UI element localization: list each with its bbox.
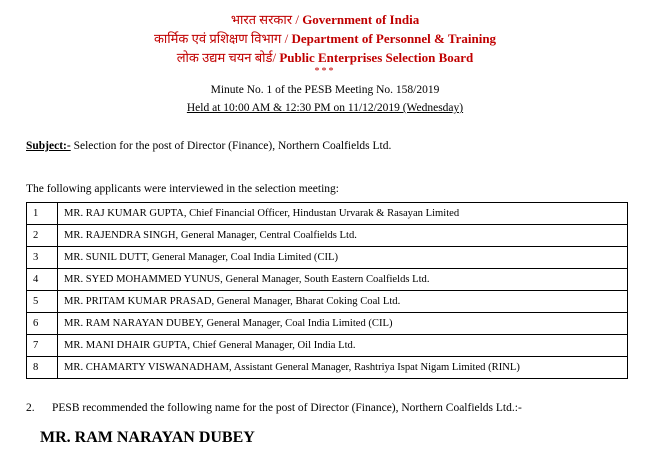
minute-block bbox=[0, 81, 650, 117]
applicant-number: 5 bbox=[27, 291, 58, 313]
letterhead-line-department bbox=[0, 29, 650, 48]
board-english: Public Enterprises Selection Board bbox=[279, 50, 474, 65]
meeting-time: Held at 10:00 AM & 12:30 PM on 11/12/2019 (Wednesday) bbox=[186, 102, 464, 114]
subject-text: Selection for the post of Director (Finance), Northern Coalfields Ltd. bbox=[70, 140, 392, 152]
applicant-details: MR. SYED MOHAMMED YUNUS, General Manager, South Eastern Coalfields Ltd. bbox=[58, 269, 628, 291]
table-row bbox=[27, 335, 628, 357]
subject-line bbox=[26, 140, 391, 152]
government-hindi: भारत सरकार / bbox=[230, 12, 303, 27]
applicant-details: MR. CHAMARTY VISWANADHAM, Assistant General Manager, Rashtriya Ispat Nigam Limited (RINL) bbox=[58, 357, 628, 379]
table-row bbox=[27, 291, 628, 313]
applicant-details: MR. RAJ KUMAR GUPTA, Chief Financial Officer, Hindustan Urvarak & Rasayan Limited bbox=[58, 203, 628, 225]
minute-title: Minute No. 1 of the PESB Meeting No. 158/2019 bbox=[210, 84, 440, 96]
applicant-number: 4 bbox=[27, 269, 58, 291]
table-row bbox=[27, 313, 628, 335]
recommendation-text: PESB recommended the following name for the post of Director (Finance), Northern Coalfields Ltd.:- bbox=[52, 402, 522, 414]
applicant-number: 2 bbox=[27, 225, 58, 247]
applicant-details: MR. PRITAM KUMAR PRASAD, General Manager, Bharat Coking Coal Ltd. bbox=[58, 291, 628, 313]
subject-label: Subject:- bbox=[26, 140, 71, 152]
board-hindi: लोक उद्यम चयन बोर्ड/ bbox=[176, 50, 280, 65]
applicants-table bbox=[26, 202, 628, 379]
applicant-number: 7 bbox=[27, 335, 58, 357]
government-english: Government of India bbox=[302, 12, 420, 27]
department-english: Department of Personnel & Training bbox=[291, 31, 497, 46]
applicant-details: MR. SUNIL DUTT, General Manager, Coal India Limited (CIL) bbox=[58, 247, 628, 269]
letterhead-line-board bbox=[0, 48, 650, 67]
letterhead-line-government bbox=[0, 10, 650, 29]
recommendation-paragraph bbox=[26, 402, 522, 414]
letterhead bbox=[0, 10, 650, 77]
applicant-details: MR. RAJENDRA SINGH, General Manager, Central Coalfields Ltd. bbox=[58, 225, 628, 247]
table-row bbox=[27, 269, 628, 291]
applicant-number: 3 bbox=[27, 247, 58, 269]
header-stars: *** bbox=[314, 66, 336, 77]
department-hindi: कार्मिक एवं प्रशिक्षण विभाग / bbox=[153, 31, 292, 46]
table-row bbox=[27, 225, 628, 247]
applicant-number: 8 bbox=[27, 357, 58, 379]
applicants-intro: The following applicants were interviewed in the selection meeting: bbox=[26, 183, 339, 195]
applicant-number: 1 bbox=[27, 203, 58, 225]
paragraph-number: 2. bbox=[26, 402, 35, 414]
selected-candidate-name: MR. RAM NARAYAN DUBEY bbox=[40, 429, 255, 446]
applicant-details: MR. MANI DHAIR GUPTA, Chief General Manager, Oil India Ltd. bbox=[58, 335, 628, 357]
table-row bbox=[27, 247, 628, 269]
applicant-details: MR. RAM NARAYAN DUBEY, General Manager, Coal India Limited (CIL) bbox=[58, 313, 628, 335]
table-row bbox=[27, 357, 628, 379]
applicant-number: 6 bbox=[27, 313, 58, 335]
table-row bbox=[27, 203, 628, 225]
